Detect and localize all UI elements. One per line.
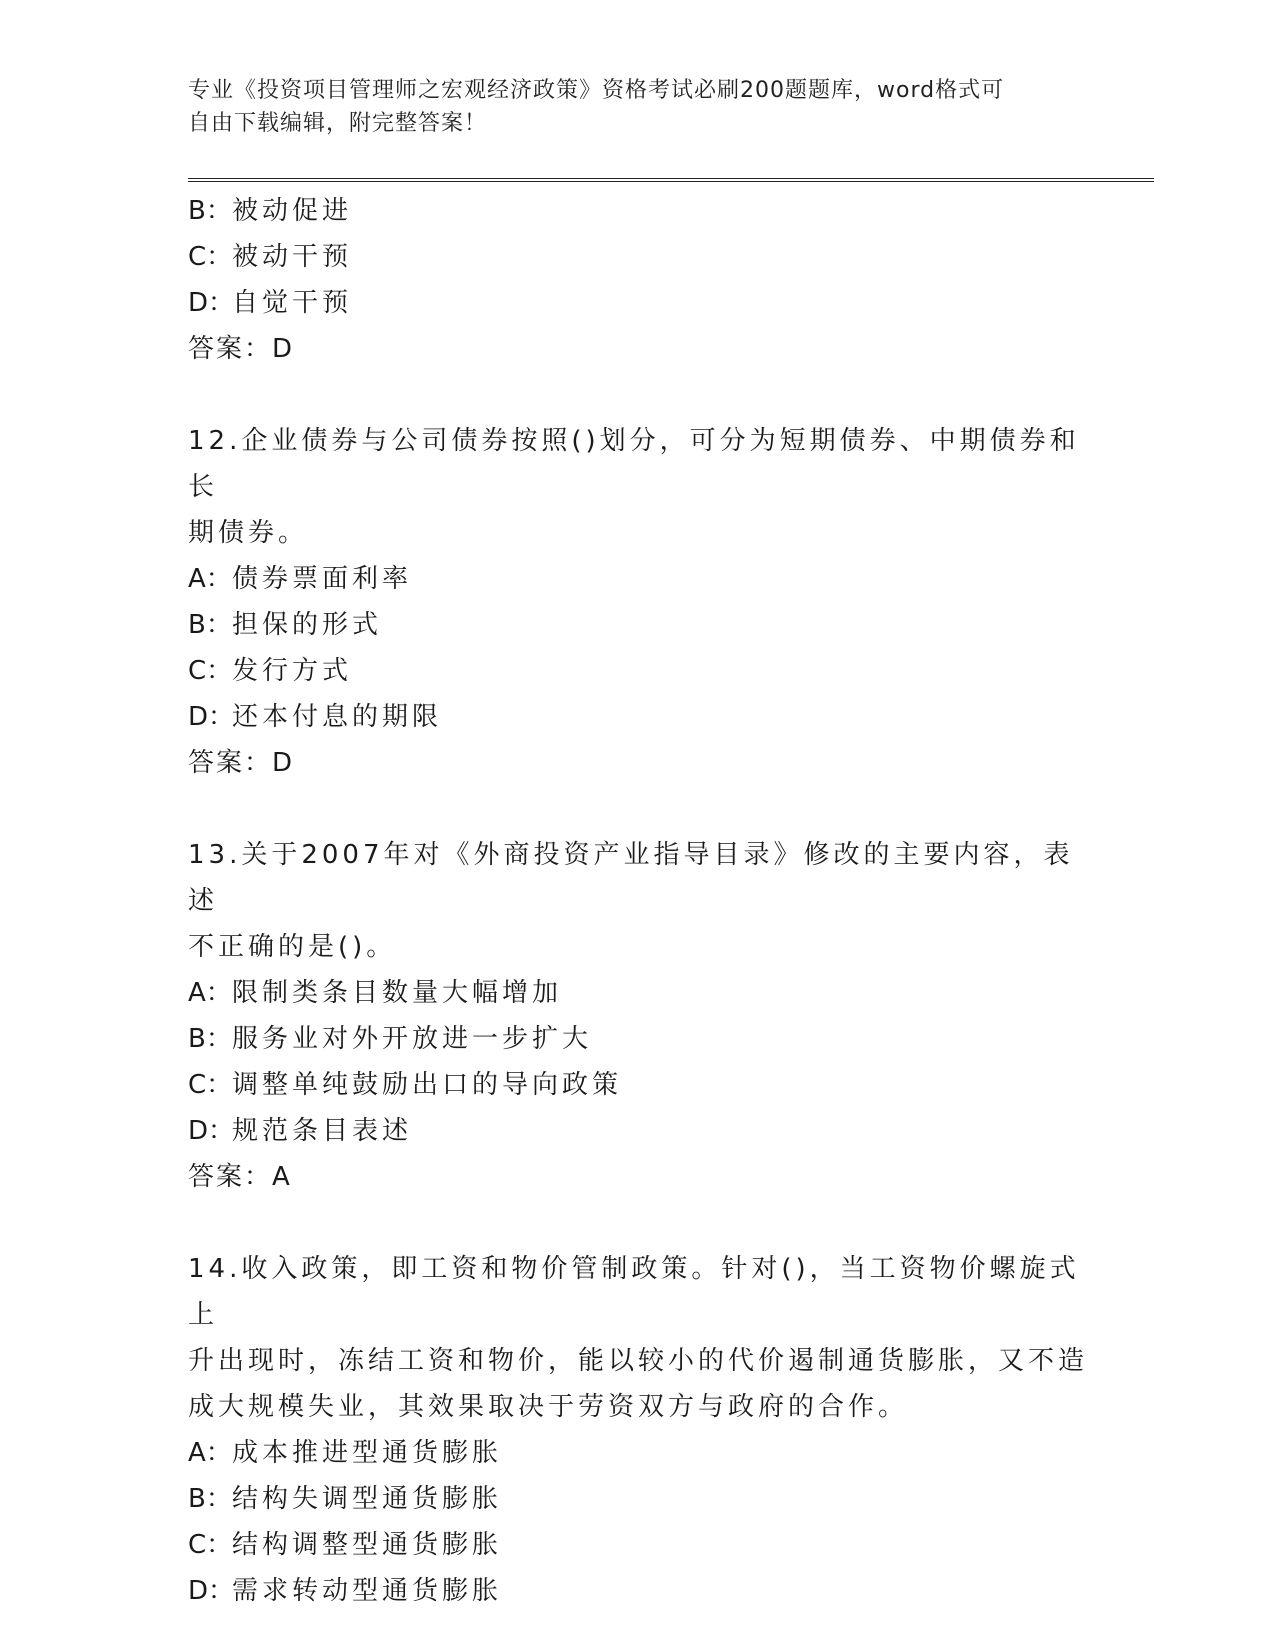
question-text-line: 升出现时，冻结工资和物价，能以较小的代价遏制通货膨胀，又不造 — [188, 1346, 1089, 1376]
question-13 — [188, 832, 1088, 1200]
option-d: D：自觉干预 — [188, 288, 353, 318]
option-d: D：规范条目表述 — [188, 1116, 413, 1146]
spacer — [188, 1200, 1088, 1246]
page-header — [188, 74, 1068, 140]
header-title-line-1: 专业《投资项目管理师之宏观经济政策》资格考试必刷200题题库，word格式可 — [188, 78, 1005, 103]
question-list — [188, 188, 1088, 1614]
option-d: D：需求转动型通货膨胀 — [188, 1576, 503, 1606]
question-text-line: 13.关于2007年对《外商投资产业指导目录》修改的主要内容，表述 — [188, 840, 1074, 916]
option-c: C：结构调整型通货膨胀 — [188, 1530, 503, 1560]
question-text-line: 12.企业债券与公司债券按照()划分，可分为短期债券、中期债券和长 — [188, 426, 1080, 502]
question-text-line: 期债券。 — [188, 518, 309, 548]
option-a: A：成本推进型通货膨胀 — [188, 1438, 503, 1468]
option-c: C：被动干预 — [188, 242, 353, 272]
option-d: D：还本付息的期限 — [188, 702, 443, 732]
option-b: B：结构失调型通货膨胀 — [188, 1484, 503, 1514]
header-divider — [188, 178, 1154, 182]
spacer — [188, 786, 1088, 832]
option-b: B：服务业对外开放进一步扩大 — [188, 1024, 593, 1054]
option-b: B：担保的形式 — [188, 610, 383, 640]
header-title-line-2: 自由下载编辑，附完整答案！ — [188, 111, 488, 136]
option-c: C：调整单纯鼓励出口的导向政策 — [188, 1070, 623, 1100]
spacer — [188, 372, 1088, 418]
option-a: A：债券票面利率 — [188, 564, 413, 594]
answer: 答案：A — [188, 1162, 292, 1192]
question-text-line: 不正确的是()。 — [188, 932, 397, 962]
answer: 答案：D — [188, 334, 295, 364]
question-12 — [188, 418, 1088, 786]
option-b: B：被动促进 — [188, 196, 353, 226]
answer: 答案：D — [188, 748, 295, 778]
option-c: C：发行方式 — [188, 656, 353, 686]
question-text-line: 成大规模失业，其效果取决于劳资双方与政府的合作。 — [188, 1392, 909, 1422]
question-text-line: 14.收入政策，即工资和物价管制政策。针对()，当工资物价螺旋式上 — [188, 1254, 1080, 1330]
option-a: A：限制类条目数量大幅增加 — [188, 978, 563, 1008]
question-14 — [188, 1246, 1088, 1614]
